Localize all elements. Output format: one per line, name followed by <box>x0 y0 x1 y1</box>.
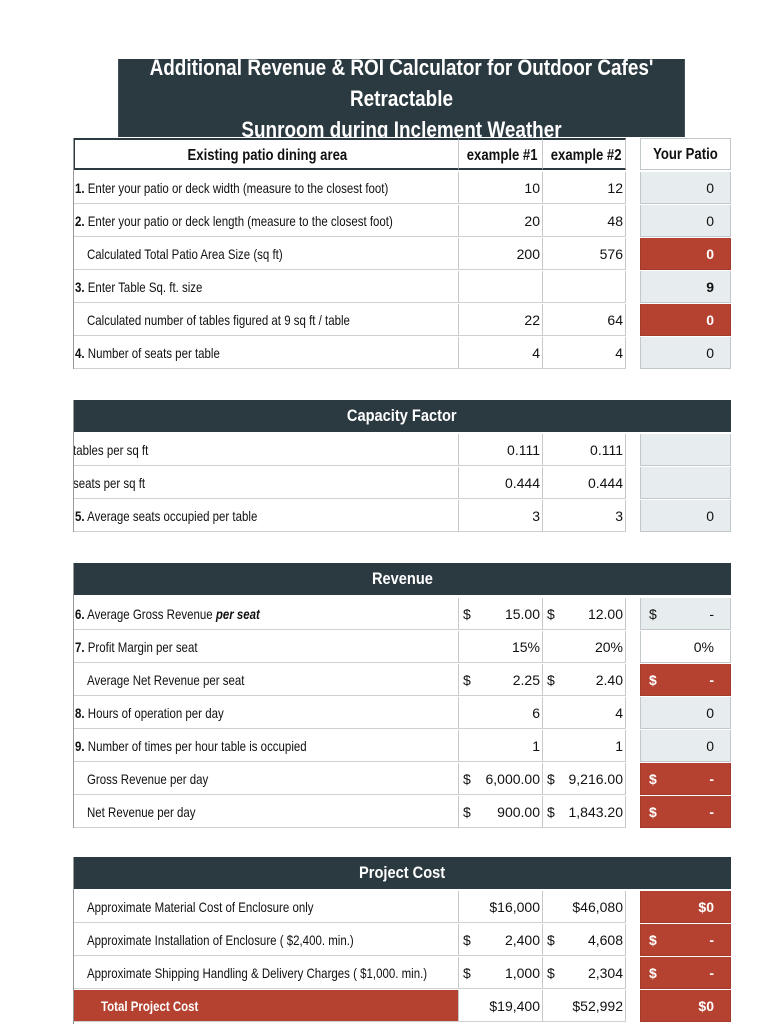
seats-occupied-input[interactable]: 0 <box>640 500 731 532</box>
currency-symbol: $ <box>547 965 555 981</box>
example-1-value: 20 <box>458 205 542 237</box>
revenue-section-header <box>73 563 731 595</box>
installation-cost-result <box>640 924 731 956</box>
total-label: Total Project Cost <box>101 998 199 1014</box>
your-value: - <box>709 965 714 981</box>
your-value: - <box>709 672 714 688</box>
step-number: 1. <box>75 180 85 196</box>
cost-row-shipping <box>73 957 731 989</box>
currency-symbol: $ <box>463 606 471 622</box>
project-cost-section-header <box>73 857 731 889</box>
step-number: 4. <box>75 345 85 361</box>
currency-symbol: $ <box>649 932 657 948</box>
currency-symbol: $ <box>547 804 555 820</box>
row-label: Enter your patio or deck length (measure to the closest foot) <box>84 213 393 229</box>
example-2-value: 20% <box>542 631 626 663</box>
cost-row-total <box>73 990 731 1022</box>
title-line-2: Sunroom during Inclement Weather <box>241 116 562 142</box>
example-1-value: 1 <box>458 730 542 762</box>
currency-symbol: $ <box>547 932 555 948</box>
example-2-value: 4,608 <box>587 932 623 948</box>
profit-margin-input[interactable]: 0% <box>640 631 731 663</box>
gross-revenue-day-result <box>640 763 731 795</box>
step-number: 6. <box>75 606 85 622</box>
example-2-value: $46,080 <box>542 891 626 923</box>
row-label: Average Net Revenue per seat <box>87 672 245 688</box>
example-1-value: 2,400 <box>504 932 540 948</box>
example-2-value: 12.00 <box>587 606 623 622</box>
example-2-value: 64 <box>542 304 626 336</box>
your-value: - <box>709 932 714 948</box>
patio-row-seats <box>73 337 731 369</box>
currency-symbol: $ <box>463 932 471 948</box>
row-label: Hours of operation per day <box>84 705 224 721</box>
currency-symbol: $ <box>649 606 657 622</box>
your-value: - <box>709 804 714 820</box>
step-number: 3. <box>75 279 85 295</box>
row-label: Profit Margin per seat <box>84 639 198 655</box>
step-number: 9. <box>75 738 85 754</box>
patio-row-length <box>73 205 731 237</box>
your-value: - <box>709 606 714 622</box>
your-total-result: $0 <box>640 990 731 1022</box>
example-1-value: 0.444 <box>458 467 542 499</box>
capacity-section-header <box>73 400 731 432</box>
step-number: 8. <box>75 705 85 721</box>
capacity-title: Capacity Factor <box>347 406 457 425</box>
example-1-value: 15% <box>458 631 542 663</box>
row-label: Gross Revenue per day <box>87 771 209 787</box>
step-number: 2. <box>75 213 85 229</box>
row-label: Net Revenue per day <box>87 804 196 820</box>
currency-symbol: $ <box>463 672 471 688</box>
revenue-row-hours <box>73 697 731 729</box>
capacity-row-tables <box>73 434 731 466</box>
tables-per-sqft-result <box>640 434 731 466</box>
revenue-row-net-day <box>73 796 731 828</box>
step-number: 7. <box>75 639 85 655</box>
hours-operation-input[interactable]: 0 <box>640 697 731 729</box>
capacity-row-seats <box>73 467 731 499</box>
gross-revenue-seat-input[interactable] <box>640 598 731 630</box>
example-2-value: 0.111 <box>542 434 626 466</box>
row-label: Approximate Material Cost of Enclosure only <box>87 899 314 915</box>
patio-header-row <box>73 138 731 170</box>
material-cost-result: $0 <box>640 891 731 923</box>
example-2-value: 576 <box>542 238 626 270</box>
cost-row-material <box>73 891 731 923</box>
example-1-value: 6 <box>458 697 542 729</box>
example-1-value <box>458 271 542 303</box>
step-number: 5. <box>75 508 85 524</box>
your-patio-header: Your Patio <box>653 146 718 163</box>
table-size-input[interactable]: 9 <box>640 271 731 303</box>
row-label: Average seats occupied per table <box>84 508 258 524</box>
currency-symbol: $ <box>547 606 555 622</box>
row-label: Average Gross Revenue <box>84 606 216 622</box>
patio-row-width <box>73 172 731 204</box>
row-label: Enter Table Sq. ft. size <box>84 279 203 295</box>
example-1-value: 900.00 <box>497 804 540 820</box>
revenue-row-gross-day <box>73 763 731 795</box>
row-label: Number of times per hour table is occupied <box>84 738 307 754</box>
row-label: Calculated number of tables figured at 9 sq ft / table <box>87 312 350 328</box>
cost-row-installation <box>73 924 731 956</box>
example-2-value: 48 <box>542 205 626 237</box>
currency-symbol: $ <box>649 965 657 981</box>
example-2-value: 12 <box>542 172 626 204</box>
example-1-value: 0.111 <box>458 434 542 466</box>
patio-row-tables <box>73 304 731 336</box>
example-2-value: 3 <box>542 500 626 532</box>
project-cost-title: Project Cost <box>358 863 446 882</box>
example-1-value: 2.25 <box>512 672 540 688</box>
title-line-1: Additional Revenue & ROI Calculator for Outdoor Cafes' Retractable <box>149 54 654 111</box>
example-2-value: 0.444 <box>542 467 626 499</box>
patio-row-table-size <box>73 271 731 303</box>
example-1-value: 10 <box>458 172 542 204</box>
patio-row-area <box>73 238 731 270</box>
row-label-emphasis: per seat <box>215 606 260 622</box>
revenue-row-gross-seat <box>73 598 731 630</box>
example-1-value: 1,000 <box>504 965 540 981</box>
row-label: Approximate Installation of Enclosure ( $2,400. min.) <box>87 932 354 948</box>
revenue-title: Revenue <box>371 569 433 588</box>
example-1-value: 15.00 <box>504 606 540 622</box>
row-label: Number of seats per table <box>84 345 220 361</box>
example-1-value: 22 <box>458 304 542 336</box>
currency-symbol: $ <box>463 804 471 820</box>
example-2-value: 2,304 <box>587 965 623 981</box>
calculator-title <box>118 54 685 142</box>
currency-symbol: $ <box>649 771 657 787</box>
example-2-value: 1 <box>542 730 626 762</box>
example-1-value: 3 <box>458 500 542 532</box>
currency-symbol: $ <box>649 804 657 820</box>
tables-count-result: 0 <box>640 304 731 336</box>
patio-length-input[interactable]: 0 <box>640 205 731 237</box>
capacity-row-occupied <box>73 500 731 532</box>
example-1-value: 6,000.00 <box>485 771 540 787</box>
currency-symbol: $ <box>463 771 471 787</box>
table-turnover-input[interactable]: 0 <box>640 730 731 762</box>
example-2-value: 4 <box>542 337 626 369</box>
revenue-row-turnover <box>73 730 731 762</box>
example-2-value: 9,216.00 <box>568 771 623 787</box>
patio-width-input[interactable]: 0 <box>640 172 731 204</box>
row-label: Approximate Shipping Handling & Delivery Charges ( $1,000. min.) <box>87 965 428 981</box>
shipping-cost-result <box>640 957 731 989</box>
row-label: Enter your patio or deck width (measure to the closest foot) <box>84 180 389 196</box>
row-label: seats per sq ft <box>73 475 146 491</box>
example-1-value: 200 <box>458 238 542 270</box>
example-1-header: example #1 <box>466 147 538 164</box>
currency-symbol: $ <box>547 672 555 688</box>
row-label: tables per sq ft <box>73 442 149 458</box>
example-1-total: $19,400 <box>458 990 542 1022</box>
patio-section-label: Existing patio dining area <box>187 147 348 164</box>
example-2-header: example #2 <box>550 147 622 164</box>
example-2-total: $52,992 <box>542 990 626 1022</box>
revenue-row-margin <box>73 631 731 663</box>
row-label: Calculated Total Patio Area Size (sq ft) <box>87 246 283 262</box>
currency-symbol: $ <box>547 771 555 787</box>
net-revenue-seat-result <box>640 664 731 696</box>
patio-area-result: 0 <box>640 238 731 270</box>
net-revenue-day-result <box>640 796 731 828</box>
example-2-value <box>542 271 626 303</box>
example-2-value: 4 <box>542 697 626 729</box>
currency-symbol: $ <box>649 672 657 688</box>
revenue-row-net-seat <box>73 664 731 696</box>
your-value: - <box>709 771 714 787</box>
seats-per-sqft-result <box>640 467 731 499</box>
example-1-value: 4 <box>458 337 542 369</box>
example-1-value: $16,000 <box>458 891 542 923</box>
seats-per-table-input[interactable]: 0 <box>640 337 731 369</box>
example-2-value: 2.40 <box>595 672 623 688</box>
example-2-value: 1,843.20 <box>568 804 623 820</box>
currency-symbol: $ <box>463 965 471 981</box>
